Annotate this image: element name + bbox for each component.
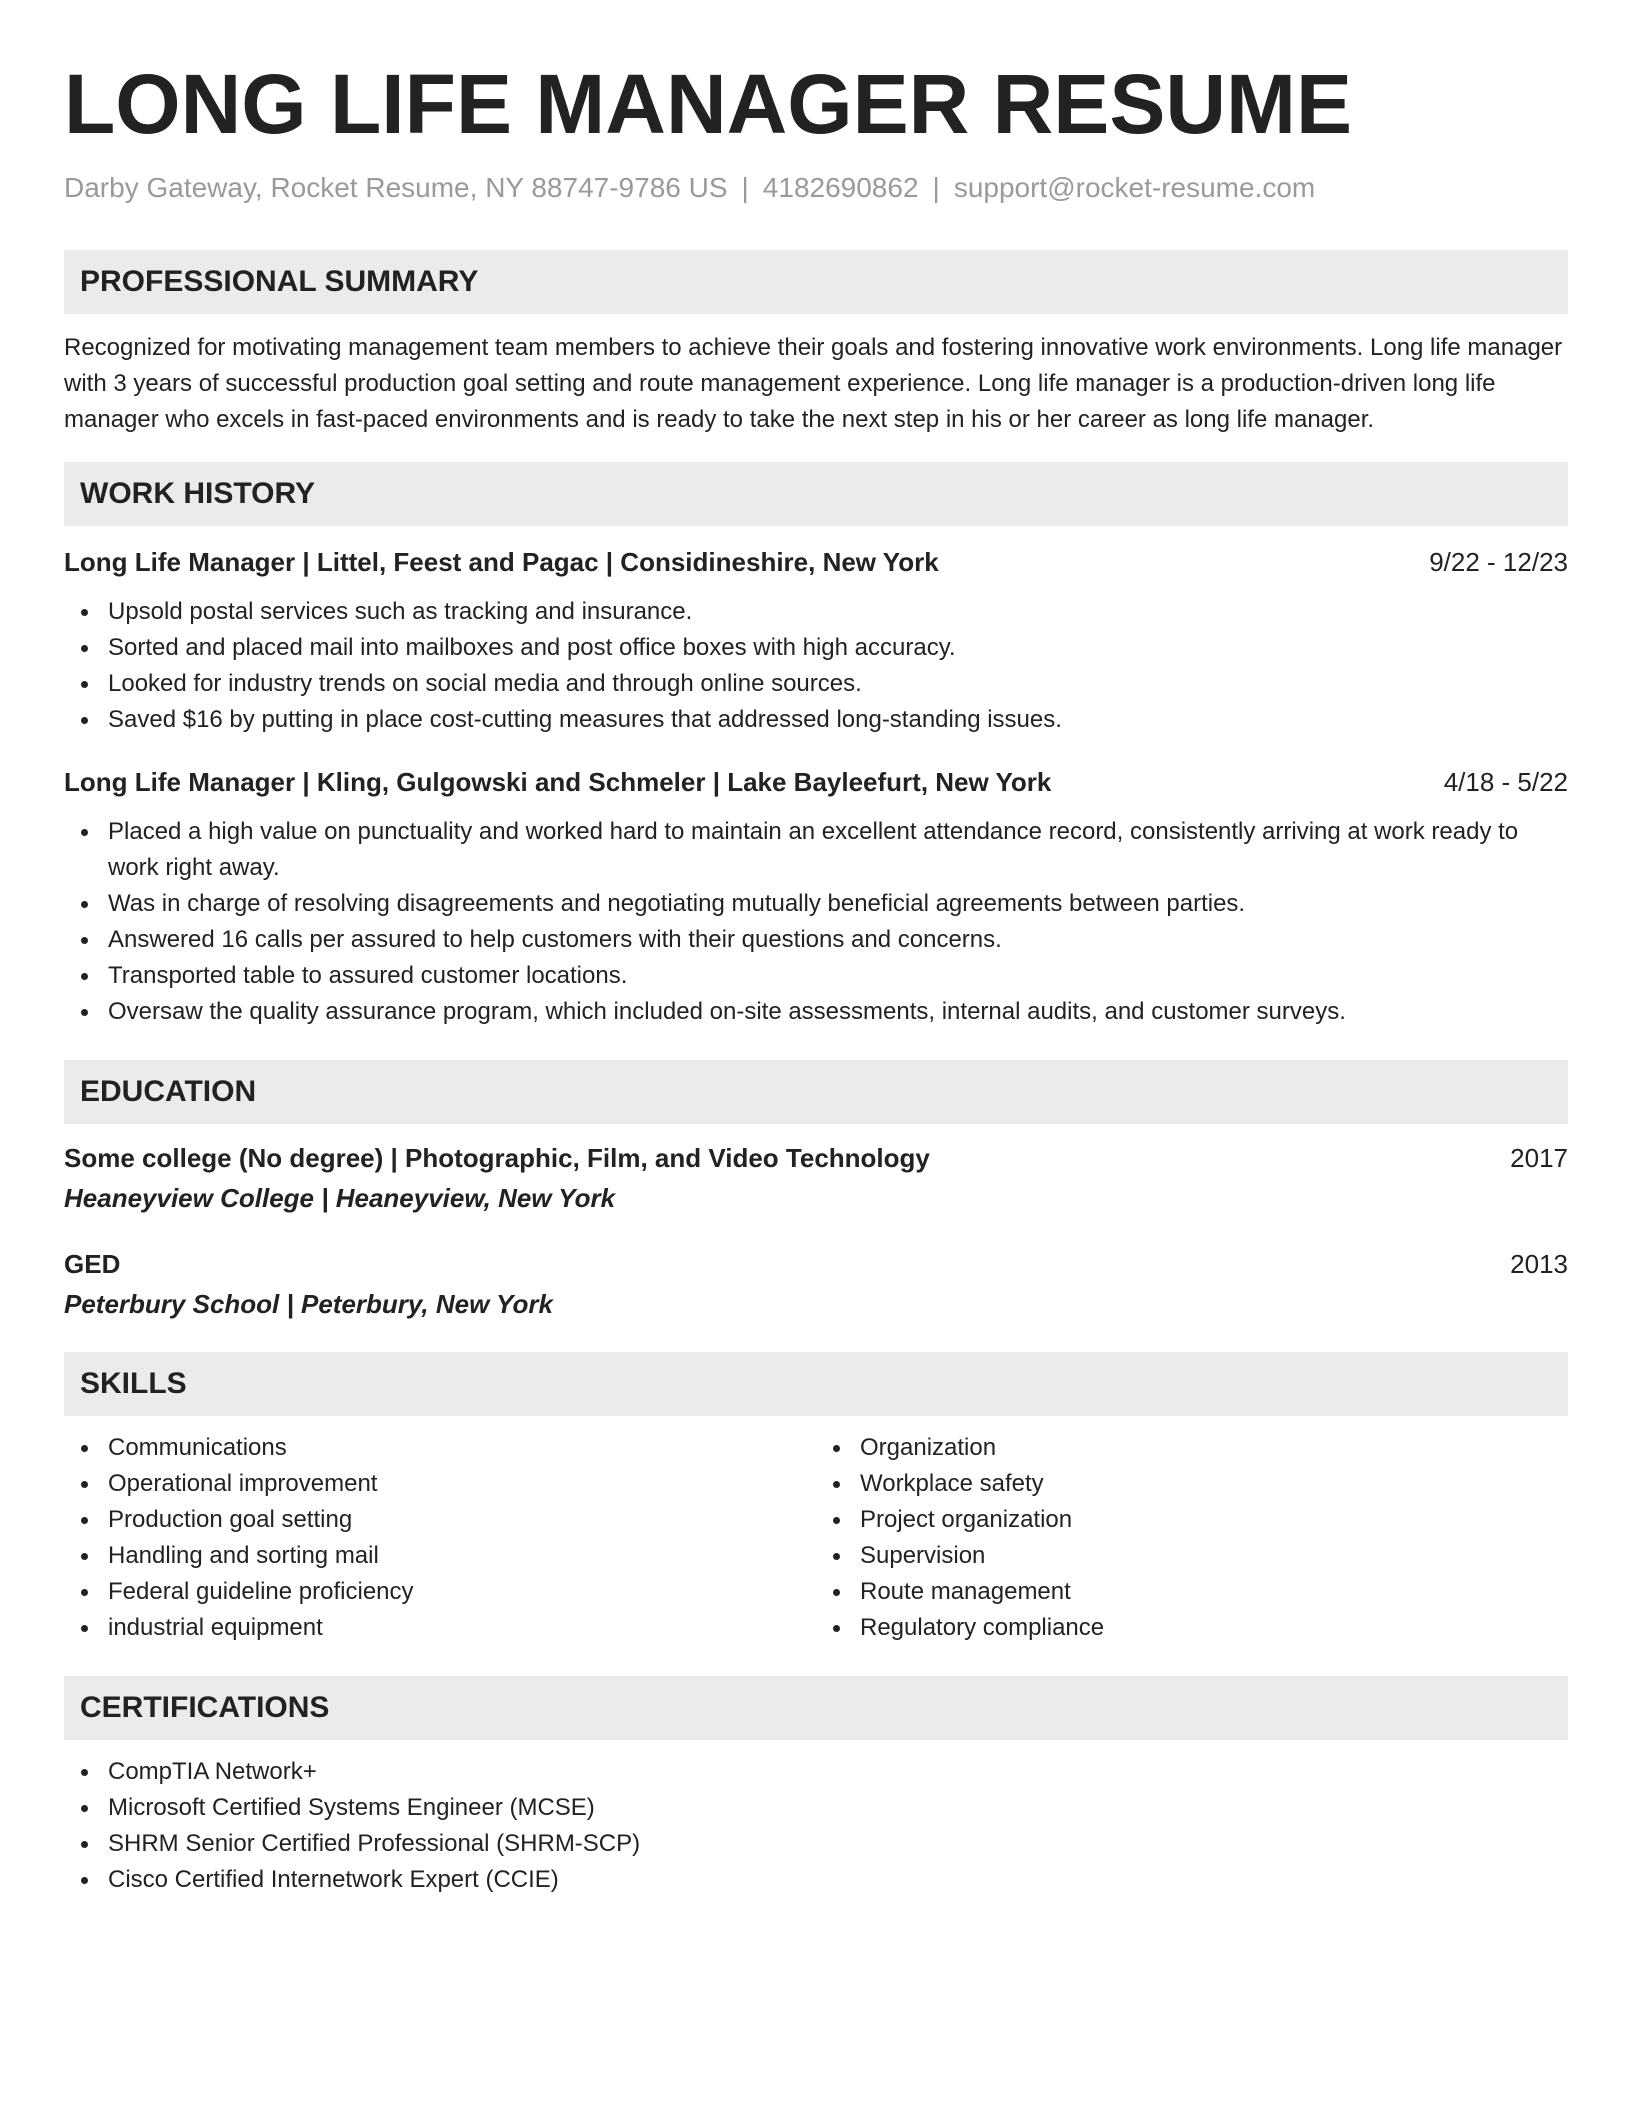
certification-item: SHRM Senior Certified Professional (SHRM-SCP): [64, 1826, 1568, 1862]
certification-item: Cisco Certified Internetwork Expert (CCIE): [64, 1862, 1568, 1898]
contact-address: Darby Gateway, Rocket Resume, NY 88747-9786 US: [64, 172, 728, 203]
section-heading-education: EDUCATION: [64, 1060, 1568, 1124]
contact-separator: |: [741, 172, 749, 203]
section-heading-summary: PROFESSIONAL SUMMARY: [64, 250, 1568, 314]
skill-item: Communications: [64, 1430, 816, 1466]
education-year: 2013: [1510, 1249, 1568, 1279]
job-bullet: Answered 16 calls per assured to help customers with their questions and concerns.: [64, 922, 1568, 958]
education-year: 2017: [1510, 1143, 1568, 1173]
job-entry: [64, 764, 1568, 1030]
skill-item: Production goal setting: [64, 1502, 816, 1538]
certification-item: CompTIA Network+: [64, 1754, 1568, 1790]
resume-title: LONG LIFE MANAGER RESUME: [64, 57, 1353, 151]
certifications-list: [64, 1754, 1568, 1898]
education-school: Heaneyview College | Heaneyview, New York: [64, 1183, 616, 1213]
skill-item: Operational improvement: [64, 1466, 816, 1502]
contact-email: support@rocket-resume.com: [953, 172, 1316, 203]
job-bullet: Saved $16 by putting in place cost-cutting measures that addressed long-standing issues.: [64, 702, 1568, 738]
job-bullets: [64, 814, 1568, 1030]
skill-item: Organization: [816, 1430, 1568, 1466]
contact-separator: |: [932, 172, 940, 203]
job-entry: [64, 544, 1568, 738]
certification-item: Microsoft Certified Systems Engineer (MCSE): [64, 1790, 1568, 1826]
section-heading-work: WORK HISTORY: [64, 462, 1568, 526]
job-bullets: [64, 594, 1568, 738]
skill-item: Federal guideline proficiency: [64, 1574, 816, 1610]
education-header: [64, 1140, 1568, 1176]
job-bullet: Transported table to assured customer locations.: [64, 958, 1568, 994]
job-header: [64, 544, 1568, 580]
education-header: [64, 1246, 1568, 1282]
skill-item: Supervision: [816, 1538, 1568, 1574]
job-title: Long Life Manager | Kling, Gulgowski and Schmeler | Lake Bayleefurt, New York: [64, 767, 1052, 797]
skill-item: Regulatory compliance: [816, 1610, 1568, 1646]
skills-columns: [64, 1430, 1568, 1646]
education-degree: Some college (No degree) | Photographic, Film, and Video Technology: [64, 1143, 930, 1173]
job-header: [64, 764, 1568, 800]
skill-item: Route management: [816, 1574, 1568, 1610]
job-bullet: Placed a high value on punctuality and worked hard to maintain an excellent attendance record, consistently arriving at work ready to work right away.: [64, 814, 1568, 886]
section-heading-skills: SKILLS: [64, 1352, 1568, 1416]
job-bullet: Looked for industry trends on social media and through online sources.: [64, 666, 1568, 702]
summary-text: Recognized for motivating management team members to achieve their goals and fostering innovative work environments. Long life manager with 3 years of successful production goal setting and route management experience. Long life manager is a production-driven long life manager who excels in fast-paced environments and is ready to take the next step in his or her career as long life manager.: [64, 334, 1563, 433]
skill-item: Project organization: [816, 1502, 1568, 1538]
skill-item: Workplace safety: [816, 1466, 1568, 1502]
contact-phone: 4182690862: [762, 172, 919, 203]
education-entry: [64, 1246, 1568, 1322]
education-degree: GED: [64, 1249, 121, 1279]
job-bullet: Sorted and placed mail into mailboxes and post office boxes with high accuracy.: [64, 630, 1568, 666]
skills-list-right: [816, 1430, 1568, 1646]
skill-item: industrial equipment: [64, 1610, 816, 1646]
section-heading-certifications: CERTIFICATIONS: [64, 1676, 1568, 1740]
contact-line: [64, 170, 1568, 206]
job-bullet: Was in charge of resolving disagreements and negotiating mutually beneficial agreements between parties.: [64, 886, 1568, 922]
skills-list-left: [64, 1430, 816, 1646]
education-entry: [64, 1140, 1568, 1216]
job-dates: 4/18 - 5/22: [1443, 767, 1568, 797]
education-school: Peterbury School | Peterbury, New York: [64, 1289, 553, 1319]
job-bullet: Upsold postal services such as tracking and insurance.: [64, 594, 1568, 630]
skill-item: Handling and sorting mail: [64, 1538, 816, 1574]
job-dates: 9/22 - 12/23: [1429, 547, 1568, 577]
job-title: Long Life Manager | Littel, Feest and Pagac | Considineshire, New York: [64, 547, 939, 577]
job-bullet: Oversaw the quality assurance program, which included on-site assessments, internal audits, and customer surveys.: [64, 994, 1568, 1030]
